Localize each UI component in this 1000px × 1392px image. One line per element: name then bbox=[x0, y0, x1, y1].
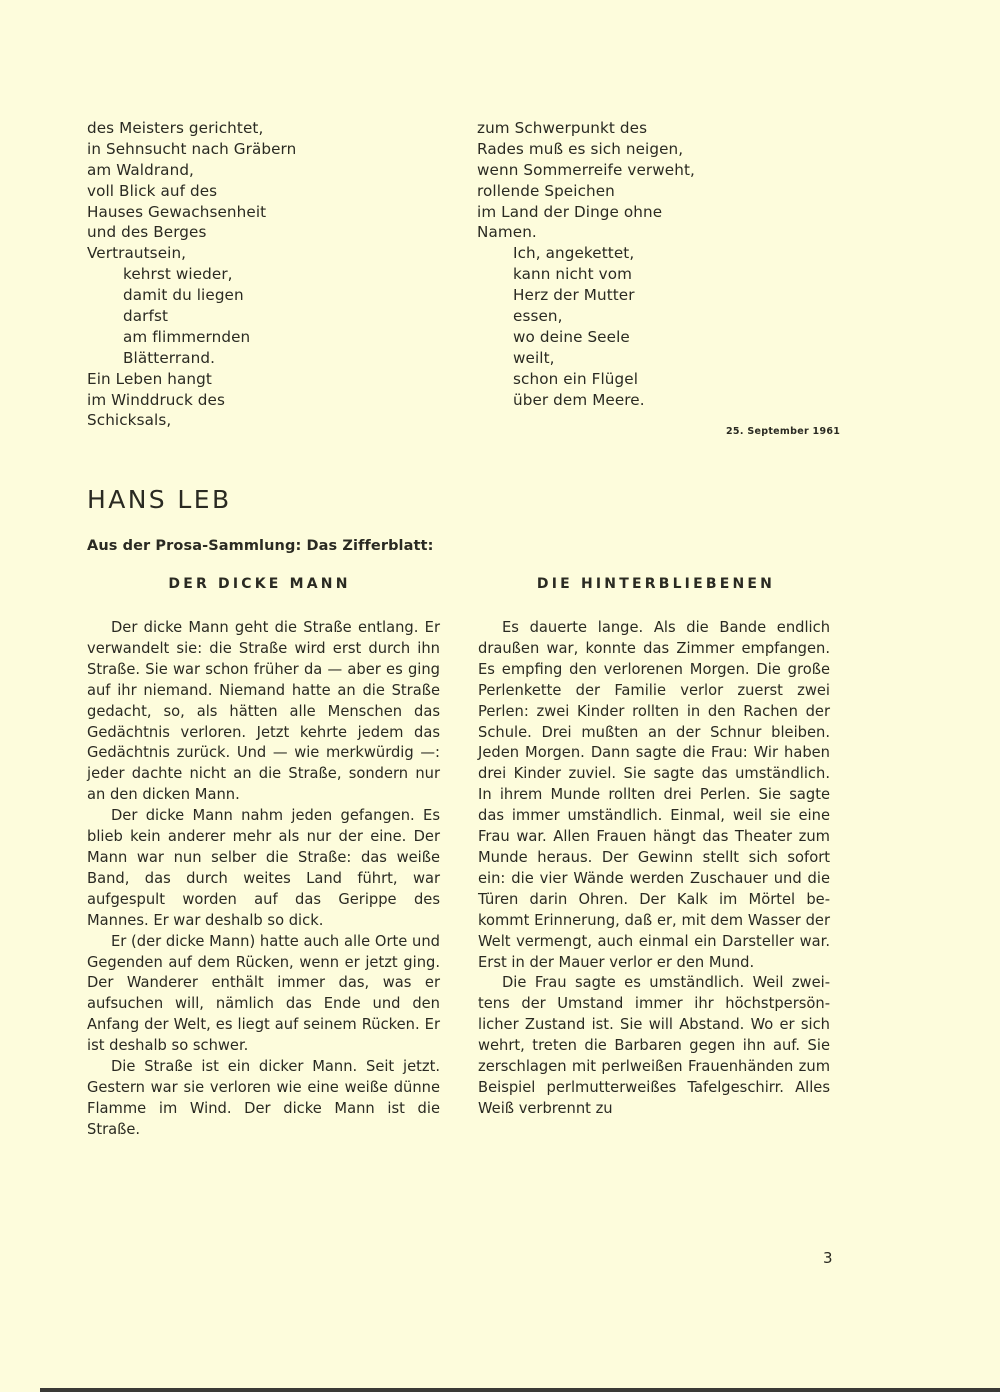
author-heading: HANS LEB bbox=[87, 485, 232, 514]
poem-line: und des Berges bbox=[87, 223, 207, 242]
poem-column-right bbox=[477, 118, 857, 410]
poem-line: schon ein Flügel bbox=[513, 369, 639, 388]
story-left bbox=[87, 576, 440, 1141]
poem-line: des Meisters gerichtet, bbox=[87, 119, 264, 137]
poem-line: kann nicht vom bbox=[513, 265, 632, 284]
paragraph: Der dicke Mann nahm jeden gefangen. Es blieb kein anderer mehr als nur der eine. Der Mann war nun selber die Straße: das weiße Band, das durch weites Land führt, war aufgespult worden auf das Gerippe des Mannes. Er war deshalb so dick. bbox=[87, 807, 440, 929]
poem-line: Rades muß es sich neigen, bbox=[477, 139, 684, 158]
poem-line: am flimmernden bbox=[123, 327, 251, 346]
poem-line: wo deine Seele bbox=[513, 327, 630, 346]
poem-line: voll Blick auf des bbox=[87, 181, 218, 200]
poem-line: Hauses Gewachsenheit bbox=[87, 202, 267, 221]
poem-line: damit du liegen bbox=[123, 286, 244, 305]
poem-line: Ein Leben hangt bbox=[87, 369, 212, 388]
scan-edge-shadow bbox=[40, 1388, 1000, 1392]
paragraph: Die Straße ist ein dicker Mann. Seit jetzt. Gestern war sie verloren wie eine weiße dünne Flamme im Wind. Der dicke Mann ist die Straße. bbox=[87, 1058, 440, 1138]
poem-line: im Winddruck des bbox=[87, 390, 225, 409]
poem-line: Namen. bbox=[477, 223, 537, 242]
story-title-die-hinterbliebenen: DIE HINTERBLIEBENEN bbox=[536, 576, 776, 592]
poem-line: weilt, bbox=[513, 348, 555, 367]
poem-line: wenn Sommerreife verweht, bbox=[477, 160, 695, 179]
paragraph: Der dicke Mann geht die Straße entlang. Er verwandelt sie: die Straße wird erst durch ihn Straße. Sie war schon früher da — aber es ging auf ihr niemand. Niemand hatte an die Straße gedacht, so, als hätten alle Menschen das Gedächtnis verloren. Jetzt kehrte jedem das Gedächtnis zurück. Und — wie merkwürdig —: jeder dachte nicht an die Straße, sondern nur an den dicken Mann. bbox=[87, 619, 440, 804]
poem-line: kehrst wieder, bbox=[123, 265, 233, 284]
paragraph: Es dauerte lange. Als die Bande endlich draußen war, konnte das Zimmer empfangen. Es empfing den verlorenen Morgen. Die große Perlenkette der Familie verlor zuerst zwei Perlen: zwei Kinder rollten in den Rachen der Schule. Drei mußten an der Schnur bleiben. Jeden Morgen. Dann sagte die Frau: Wir haben drei Kinder zuviel. Sie sagte das umständlich. In ihrem Munde rollten drei Perlen. Sie sagte das immer umständlich. Einmal, weil sie eine Frau war. Allen Frauen hängt das Theater zum Munde heraus. Der Gewinn stellt sich sofort ein: die vier Wände werden Zuschauer und die Türen darin Ohren. Der Kalk im Mörtel bekommt Erinnerung, daß er, mit dem Wasser der Welt vermengt, auch einmal ein Darsteller war. Erst in der Mauer verlor er den Mund. bbox=[478, 619, 830, 971]
poem-column-left bbox=[87, 118, 417, 431]
story-right bbox=[478, 576, 830, 1120]
story-body bbox=[87, 618, 440, 1141]
collection-subtitle: Aus der Prosa-Sammlung: Das Zifferblatt: bbox=[87, 538, 434, 554]
paragraph: Die Frau sagte es umständlich. Weil zweitens der Umstand immer ihr höchstpersönlicher Zustand ist. Sie will Abstand. Wo er sich wehrt, treten die Barbaren gegen ihn auf. Sie zerschlagen mit perlweißen Frauenhänden zum Beispiel perlmutterweißes Tafelgeschirr. Alles Weiß verbrennt zu bbox=[478, 974, 830, 1117]
poem-line: essen, bbox=[513, 307, 563, 326]
poem-line: Vertrautsein, bbox=[87, 244, 187, 263]
poem-line: rollende Speichen bbox=[477, 181, 615, 200]
poem-line: über dem Meere. bbox=[513, 390, 645, 409]
poem-line: im Land der Dinge ohne bbox=[477, 202, 663, 221]
poem-line: in Sehnsucht nach Gräbern bbox=[87, 139, 297, 158]
poem-line: Schicksals, bbox=[87, 411, 172, 430]
story-title-der-dicke-mann: DER DICKE MANN bbox=[168, 576, 351, 592]
story-body bbox=[478, 618, 830, 1120]
poem-line: Ich, angekettet, bbox=[513, 244, 635, 263]
poem-line: Herz der Mutter bbox=[513, 286, 635, 305]
poem-line: Blätterrand. bbox=[123, 348, 216, 367]
poem-line: am Waldrand, bbox=[87, 160, 194, 179]
page-number: 3 bbox=[823, 1249, 833, 1267]
poem-line: darfst bbox=[123, 307, 169, 326]
paragraph: Er (der dicke Mann) hatte auch alle Orte und Gegenden auf dem Rücken, wenn er jetzt ging. Der Wanderer enthält immer das, was er aufsuchen will, nämlich das Ende und den Anfang der Welt, es liegt auf seinem Rücken. Er ist deshalb so schwer. bbox=[87, 932, 440, 1055]
poem-line: zum Schwerpunkt des bbox=[477, 119, 648, 137]
poem-date: 25. September 1961 bbox=[726, 426, 841, 437]
